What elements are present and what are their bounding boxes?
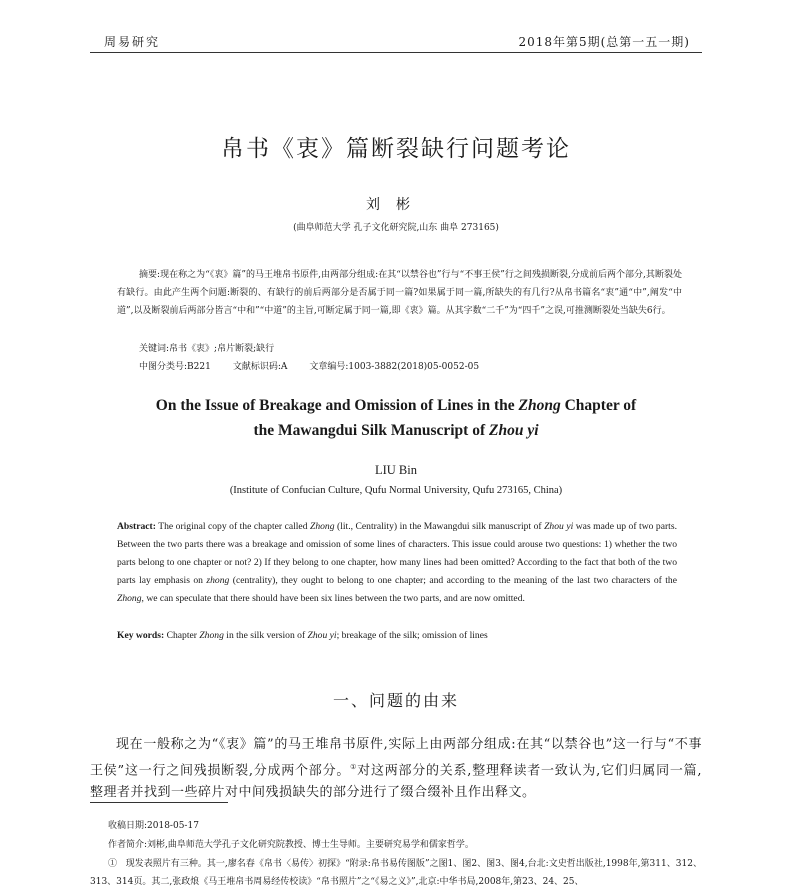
section-heading: 一、问题的由来 [332,691,459,710]
keywords-zh-label: 关键词: [139,344,170,354]
abstract-en-text: was made up of two parts. Between the two parts there was a breakage and omission of some lines of characters. This issue could arouse two questions: 1) whether the two parts belong to one chapter or not? 2) If they belong to one chapter, how many lines had been omitted? According to the fact that both of the two parts lay emphasis on [117,521,677,586]
keywords-en-italic: Zhou yi [307,630,337,641]
keywords-en [117,630,488,641]
abstract-en [117,518,677,608]
title-en-part: the Mawangdui Silk Manuscript of [253,422,489,439]
abstract-en-italic: zhong [206,575,230,586]
abstract-zh-text: 现在称之为“《衷》篇”的马王堆帛书原件,由两部分组成:在其“以禁谷也”行与“不事王侯”行之间残损断裂,分成前后两个部分,其断裂处有缺行。由此产生两个问题:断裂的、有缺行的前后两部分是否属于同一篇?如果属于同一篇,所缺失的有几行?从帛书篇名“衷”通“中”,阐发“中道”,以及断裂前后两部分皆言“中和”“中道”的主旨,可断定属于同一篇,即《衷》篇。从其字数“二千”为“四千”之误,可推测断裂处当缺失6行。 [117,270,682,316]
abstract-en-text: The original copy of the chapter called [155,521,310,532]
header-divider [90,52,702,53]
abstract-en-label: Abstract: [117,521,156,532]
title-en-part: On the Issue of Breakage and Omission of Lines in the [155,397,519,414]
body-text: 对这两部分的关系,整理释读者一致认为,它们归属同一篇,整理者并找到一些碎片对中间残损缺失的部分进行了缀合缀补且作出释文。 [90,763,703,801]
clc-number: 中图分类号:B221 [139,362,211,372]
document-code: 文献标识码:A [232,362,288,372]
keywords-en-text: ; breakage of the silk; omission of lines [336,630,488,641]
affiliation-en: (Institute of Confucian Culture, Qufu Normal University, Qufu 273165, China) [229,485,563,496]
keywords-zh [139,341,274,354]
running-header-journal: 周易研究 [104,35,161,49]
author-bio: 作者简介:刘彬,曲阜师范大学孔子文化研究院教授、博士生导师。主要研究易学和儒家哲学。 [108,840,474,850]
running-header-issue: 2018年第5期(总第一五一期) [518,35,690,49]
affiliation-zh: (曲阜师范大学 孔子文化研究院,山东 曲阜 273165) [293,223,499,233]
footnote-1 [90,855,702,891]
keywords-en-text: in the silk version of [223,630,308,641]
footnote-1-mark: ① [108,859,118,869]
keywords-zh-text: 帛书《衷》;帛片断裂;缺行 [169,344,275,354]
abstract-en-italic: Zhong [117,593,142,604]
classification-zh [139,359,501,372]
keywords-en-label: Key words: [117,630,165,641]
abstract-en-text: (lit., Centrality) in the Mawangdui silk manuscript of [334,521,545,532]
title-en-part: Chapter of [560,397,637,414]
body-text: 现在一般称之为“《衷》篇”的马王堆帛书原件,实际上由两部分组成:在其“以禁谷也”这一行与“不事王侯”这一行之间残损断裂,分成两个部分。 [90,737,702,779]
author-name-en: LIU Bin [374,463,417,477]
abstract-en-italic: Zhou yi [544,521,574,532]
body-paragraph [90,734,702,804]
footnote-marker[interactable]: ① [350,763,358,771]
paper-title-zh: 帛书《衷》篇断裂缺行问题考论 [221,136,571,162]
author-name-zh: 刘彬 [366,197,426,213]
abstract-en-text: , we can speculate that there should have been six lines between the two parts, and are now omitted. [141,593,525,604]
abstract-en-text: (centrality), they ought to belong to one chapter; and according to the meaning of the last two characters of the [229,575,677,586]
abstract-zh [117,266,682,320]
title-en-italic: Zhong [518,397,561,414]
abstract-en-italic: Zhong [310,521,335,532]
keywords-en-text: Chapter [164,630,200,641]
paper-title-en [100,393,692,443]
footnote-1-text: 现发表照片有三种。其一,廖名春《帛书〈易传〉初探》“附录:帛书易传图版”之图1、图2、图3、图4,台北:文史哲出版社,1998年,第311、312、313、314页。其二,张政烺《马王堆帛书周易经传校读》“帛书照片”之“《易之义》”,北京:中华书局,2008年,第23、24、25、 [90,859,702,887]
title-en-italic: Zhou yi [489,422,539,439]
article-number: 文章编号:1003-3882(2018)05-0052-05 [309,362,480,372]
footnote-divider [90,802,228,803]
keywords-en-italic: Zhong [199,630,224,641]
received-date: 收稿日期:2018-05-17 [108,821,199,831]
abstract-zh-label: 摘要: [139,270,161,280]
